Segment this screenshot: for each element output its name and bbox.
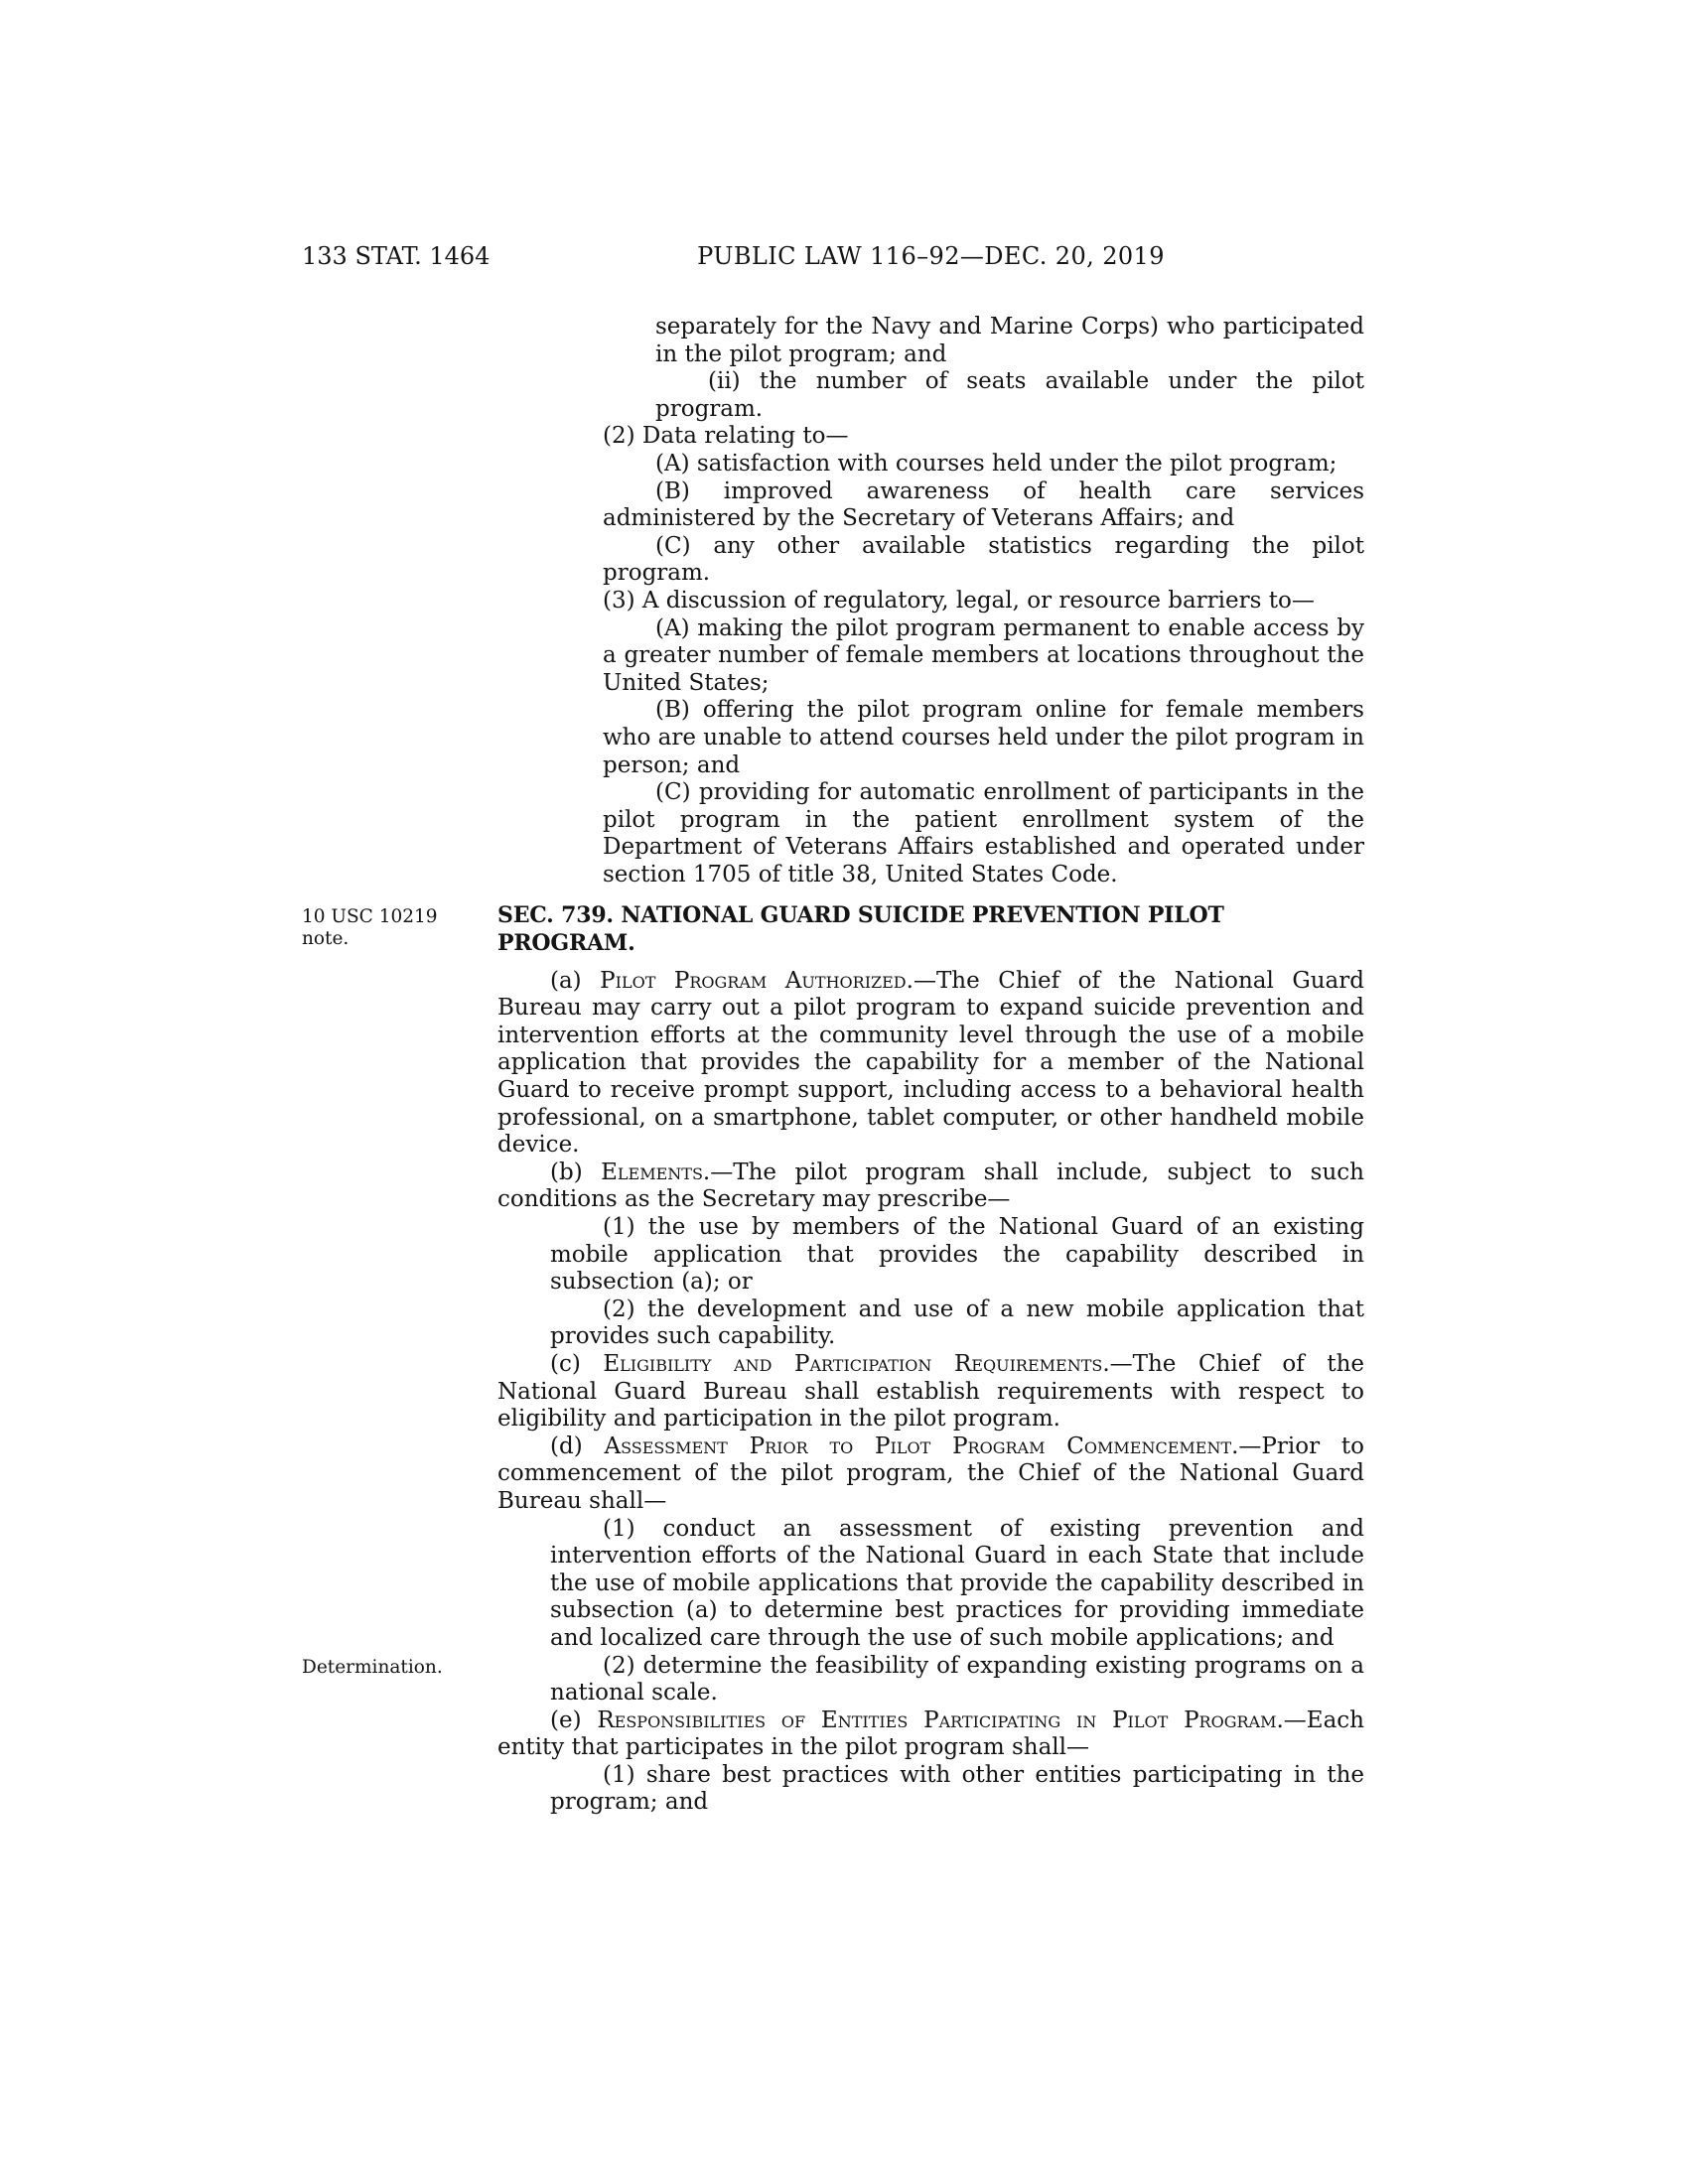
para-b1 xyxy=(497,1214,1364,1297)
stat-page-number: 133 STAT. 1464 xyxy=(302,242,491,270)
text-run: (1) conduct an assessment of existing prevention and intervention efforts of the National Guard in each State that include the use of mobile applications that provide the capability described in subsection (a) to determine best practices for providing immediate and localized care through the use of such mobile applications; and xyxy=(550,1515,1364,1651)
text-run: (1) share best practices with other entities participating in the program; and xyxy=(550,1761,1364,1816)
para-d-assessment xyxy=(497,1433,1364,1516)
text-run: (a) xyxy=(550,967,601,994)
text-run: SEC. 739. NATIONAL GUARD SUICIDE PREVENTION PILOT PROGRAM. xyxy=(497,902,1224,957)
text-run: .—The Chief of the National Guard Bureau shall establish requirements with respect to eligibility and participation in the pilot program. xyxy=(497,1350,1364,1433)
text-run: Elements xyxy=(601,1159,703,1185)
text-run: (1) the use by members of the National Guard of an existing mobile application that provides the capability described in subsection (a); or xyxy=(550,1214,1364,1296)
law-title: PUBLIC LAW 116–92—DEC. 20, 2019 xyxy=(697,242,1165,270)
page-header xyxy=(0,242,1688,282)
text-run: (2) the development and use of a new mobile application that provides such capability. xyxy=(550,1296,1364,1350)
text-run: (B) offering the pilot program online for female members who are unable to attend courses held under the pilot program in person; and xyxy=(603,697,1364,778)
text-run: (A) making the pilot program permanent to enable access by a greater number of female members at locations throughout the United States; xyxy=(603,614,1364,696)
body-paragraphs xyxy=(302,314,1365,1817)
text-run: Responsibilities of Entities Participating in Pilot Program xyxy=(597,1706,1277,1733)
para-d1 xyxy=(497,1516,1364,1653)
text-run: (d) xyxy=(550,1433,605,1459)
para-3B xyxy=(497,697,1364,779)
margin-note: 10 USC 10219 note. xyxy=(302,906,438,949)
para-2 xyxy=(497,423,1364,451)
text-run: (e) xyxy=(550,1706,598,1733)
text-run: .—The Chief of the National Guard Bureau may carry out a pilot program to expand suicide prevention and intervention efforts at the community level through the use of a mobile application that provides the capability for a member of the National Guard to receive prompt support, including access to a behavioral health professional, on a smartphone, tablet computer, or other handheld mobile device. xyxy=(497,967,1364,1159)
clause-ii xyxy=(497,368,1364,423)
clause-i-continuation xyxy=(497,314,1364,368)
text-run: (c) xyxy=(550,1350,604,1377)
para-2A xyxy=(497,451,1364,478)
text-run: (b) xyxy=(550,1159,602,1185)
text-run: (3) A discussion of regulatory, legal, or resource barriers to— xyxy=(603,587,1315,614)
para-a-pilot-program-authorized xyxy=(497,968,1364,1160)
text-run: (C) providing for automatic enrollment of participants in the pilot program in the patient enrollment system of the Department of Veterans Affairs established and operated under section 1705 of title 38, United States Code. xyxy=(603,779,1364,887)
text-run: Eligibility and Participation Requirements xyxy=(603,1350,1103,1377)
para-3C xyxy=(497,779,1364,888)
text-run: (2) determine the feasibility of expanding existing programs on a national scale. xyxy=(550,1652,1364,1706)
text-run: (B) improved awareness of health care services administered by the Secretary of Veterans Affairs; and xyxy=(603,478,1364,532)
text-run: (ii) the number of seats available under the pilot program. xyxy=(655,368,1364,422)
para-3A xyxy=(497,615,1364,698)
text-run: (2) Data relating to— xyxy=(603,423,849,450)
section-739-heading xyxy=(302,902,1364,957)
para-c-eligibility xyxy=(497,1351,1364,1433)
para-b2 xyxy=(497,1297,1364,1351)
text-run: Assessment Prior to Pilot Program Commencement xyxy=(604,1433,1232,1459)
para-b-elements xyxy=(497,1160,1364,1214)
para-d2 xyxy=(302,1652,1364,1707)
text-run: Pilot Program Authorized xyxy=(600,967,907,994)
para-e1 xyxy=(497,1762,1364,1817)
para-2C xyxy=(497,533,1364,588)
text-run: (C) any other available statistics regarding the pilot program. xyxy=(603,532,1364,587)
para-2B xyxy=(497,478,1364,533)
para-3 xyxy=(497,588,1364,615)
margin-note: Determination. xyxy=(302,1656,443,1678)
text-run: .—Prior to commencement of the pilot program, the Chief of the National Guard Bureau shall— xyxy=(497,1433,1365,1514)
text-run: .—The pilot program shall include, subject to such conditions as the Secretary may prescribe— xyxy=(497,1159,1364,1213)
para-e-responsibilities xyxy=(497,1707,1364,1762)
text-run: separately for the Navy and Marine Corps) who participated in the pilot program; and xyxy=(655,314,1364,367)
text-run: .—Each entity that participates in the pilot program shall— xyxy=(497,1706,1364,1761)
text-run: (A) satisfaction with courses held under the pilot program; xyxy=(655,450,1337,477)
